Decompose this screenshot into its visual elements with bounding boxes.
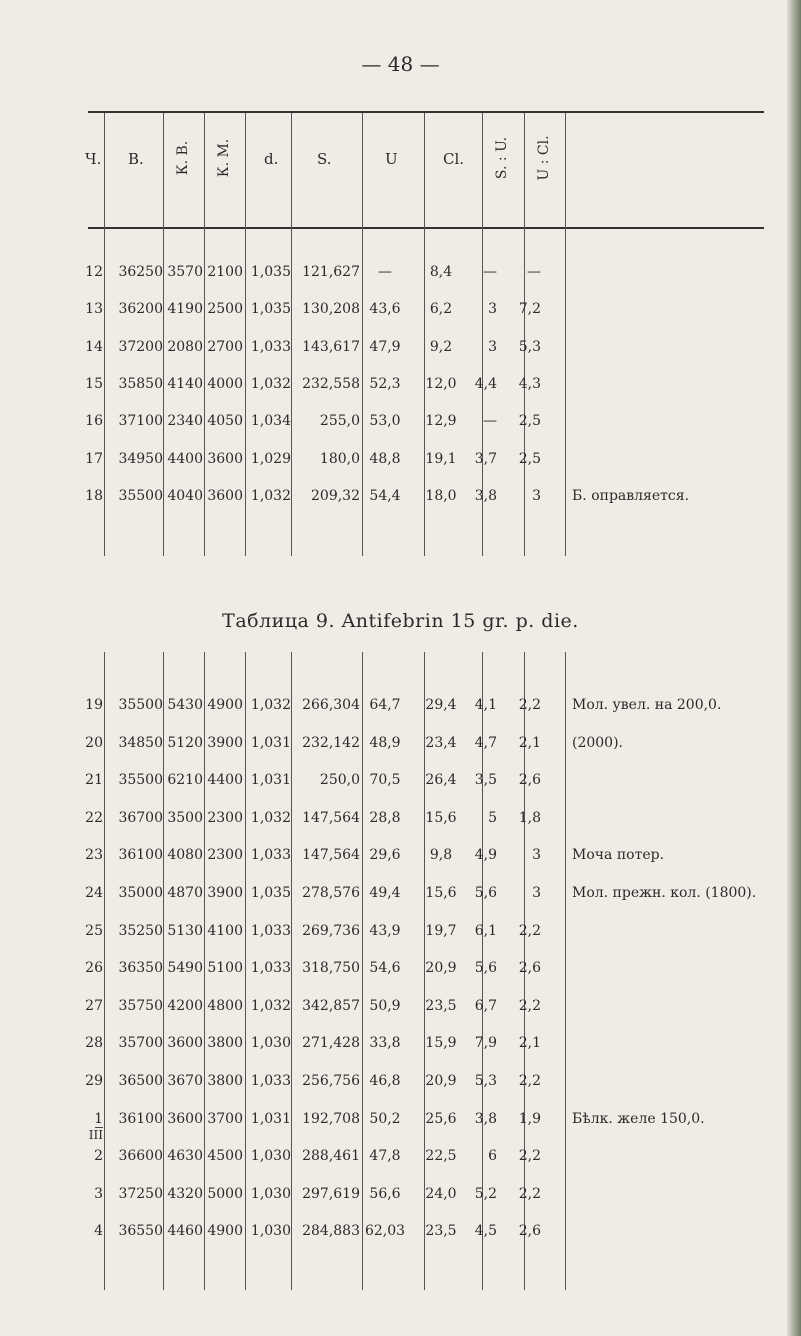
cell-ch: 14 bbox=[85, 338, 103, 355]
header-v: В. bbox=[128, 150, 144, 168]
cell-d: 1,034 bbox=[250, 413, 291, 430]
cell-km: 4400 bbox=[207, 772, 243, 789]
cell-su: — bbox=[483, 264, 497, 280]
cell-ch: 16 bbox=[85, 413, 103, 430]
cell-ch: 27 bbox=[85, 997, 103, 1014]
cell-km: 2700 bbox=[207, 338, 243, 355]
cell-su: 3 bbox=[488, 338, 497, 355]
cell-d: 1,030 bbox=[250, 1035, 291, 1052]
cell-km: 4800 bbox=[207, 997, 243, 1014]
cell-ch: 3 bbox=[94, 1185, 103, 1202]
header-km: К. М. bbox=[216, 138, 232, 178]
cell-ch: 29 bbox=[85, 1073, 103, 1089]
cell-s: 147,564 bbox=[302, 809, 360, 826]
cell-ucl: 2,2 bbox=[518, 997, 541, 1014]
cell-su: 3,8 bbox=[474, 1110, 497, 1127]
cell-v: 35500 bbox=[118, 697, 163, 713]
cell-u: 56,6 bbox=[369, 1185, 401, 1202]
cell-d: 1,033 bbox=[250, 1073, 291, 1089]
cell-kv: 3670 bbox=[167, 1073, 203, 1089]
cell-s: 288,461 bbox=[302, 1148, 360, 1165]
cell-kv: 4040 bbox=[167, 487, 203, 504]
cell-u: 43,9 bbox=[369, 922, 401, 939]
cell-ch: 15 bbox=[85, 375, 103, 392]
cell-ucl: 3 bbox=[532, 885, 541, 901]
cell-kv: 4870 bbox=[167, 885, 203, 901]
cell-ch: 17 bbox=[85, 450, 103, 467]
header-u-cl: U : Cl. bbox=[536, 135, 552, 181]
cell-cl: 6,2 bbox=[429, 301, 453, 318]
cell-ucl: — bbox=[527, 264, 541, 280]
cell-km: 4900 bbox=[207, 697, 243, 713]
cell-v: 36500 bbox=[118, 1073, 163, 1089]
cell-s: 342,857 bbox=[302, 997, 360, 1014]
cell-v: 35500 bbox=[118, 772, 163, 789]
cell-su: 4,7 bbox=[474, 734, 497, 751]
cell-cl: 9,8 bbox=[429, 847, 453, 864]
cell-d: 1,032 bbox=[250, 697, 291, 713]
cell-s: 232,558 bbox=[302, 375, 360, 392]
cell-v: 34850 bbox=[118, 734, 163, 751]
cell-ch: 21 bbox=[85, 772, 103, 789]
cell-s: 121,627 bbox=[302, 264, 360, 280]
cell-s: 250,0 bbox=[319, 772, 360, 789]
cell-v: 37250 bbox=[118, 1185, 163, 1202]
header-ch: Ч. bbox=[85, 150, 102, 168]
cell-km: 4100 bbox=[207, 922, 243, 939]
cell-ucl: 2,2 bbox=[518, 1185, 541, 1202]
cell-ucl: 3 bbox=[532, 847, 541, 864]
cell-ucl: 2,6 bbox=[518, 960, 541, 977]
cell-d: 1,033 bbox=[250, 847, 291, 864]
cell-km: 2100 bbox=[207, 264, 243, 280]
cell-v: 37200 bbox=[118, 338, 163, 355]
header-d: d. bbox=[264, 150, 279, 168]
cell-ch: 4 bbox=[94, 1223, 103, 1240]
cell-s: 192,708 bbox=[302, 1110, 360, 1127]
cell-km: 3900 bbox=[207, 734, 243, 751]
cell-kv: 5430 bbox=[167, 697, 203, 713]
cell-kv: 3600 bbox=[167, 1035, 203, 1052]
cell-s: 318,750 bbox=[302, 960, 360, 977]
cell-s: 130,208 bbox=[302, 301, 360, 318]
cell-d: 1,030 bbox=[250, 1185, 291, 1202]
cell-cl: 15,9 bbox=[425, 1035, 457, 1052]
cell-v: 35250 bbox=[118, 922, 163, 939]
cell-kv: 4140 bbox=[167, 375, 203, 392]
cell-s: 147,564 bbox=[302, 847, 360, 864]
cell-cl: 22,5 bbox=[425, 1148, 457, 1165]
cell-su: 3 bbox=[488, 301, 497, 318]
cell-u: 33,8 bbox=[369, 1035, 401, 1052]
header-cl: Cl. bbox=[443, 150, 465, 168]
cell-kv: 2340 bbox=[167, 413, 203, 430]
cell-ucl: 2,2 bbox=[518, 697, 541, 713]
cell-u: 54,6 bbox=[369, 960, 401, 977]
cell-d: 1,031 bbox=[250, 1110, 291, 1127]
cell-ch: 13 bbox=[85, 301, 103, 318]
cell-cl: 29,4 bbox=[425, 697, 457, 713]
cell-km: 4900 bbox=[207, 1223, 243, 1240]
cell-d: 1,029 bbox=[250, 450, 291, 467]
cell-v: 36100 bbox=[118, 1110, 163, 1127]
cell-cl: 15,6 bbox=[425, 885, 457, 901]
cell-d: 1,035 bbox=[250, 885, 291, 901]
cell-su: 4,9 bbox=[474, 847, 497, 864]
cell-km: 3600 bbox=[207, 450, 243, 467]
cell-v: 36600 bbox=[118, 1148, 163, 1165]
cell-s: 143,617 bbox=[302, 338, 360, 355]
cell-d: 1,033 bbox=[250, 922, 291, 939]
cell-su: 5,6 bbox=[474, 885, 497, 901]
cell-ucl: 2,1 bbox=[518, 734, 541, 751]
cell-km: 3800 bbox=[207, 1073, 243, 1089]
cell-ucl: 2,1 bbox=[518, 1035, 541, 1052]
page-edge bbox=[787, 0, 801, 1336]
remark: Мол. прежн. кол. (1800). bbox=[572, 885, 757, 901]
cell-u: 62,03 bbox=[364, 1223, 406, 1240]
cell-km: 5000 bbox=[207, 1185, 243, 1202]
cell-u: 64,7 bbox=[369, 697, 401, 713]
cell-ch: 24 bbox=[85, 885, 103, 901]
cell-ucl: 7,2 bbox=[518, 301, 541, 318]
cell-kv: 3500 bbox=[167, 809, 203, 826]
cell-cl: 12,0 bbox=[425, 375, 457, 392]
cell-v: 36550 bbox=[118, 1223, 163, 1240]
cell-s: 256,756 bbox=[302, 1073, 360, 1089]
cell-u: 48,9 bbox=[369, 734, 401, 751]
cell-d: 1,035 bbox=[250, 264, 291, 280]
cell-su: 7,9 bbox=[474, 1035, 497, 1052]
cell-ch: 22 bbox=[85, 809, 103, 826]
cell-cl: 15,6 bbox=[425, 809, 457, 826]
cell-d: 1,032 bbox=[250, 487, 291, 504]
cell-ucl: 4,3 bbox=[518, 375, 541, 392]
cell-km: 5100 bbox=[207, 960, 243, 977]
top-rule bbox=[88, 111, 764, 113]
cell-cl: 23,5 bbox=[425, 1223, 457, 1240]
cell-ucl: 2,6 bbox=[518, 772, 541, 789]
cell-km: 3700 bbox=[207, 1110, 243, 1127]
cell-cl: 26,4 bbox=[425, 772, 457, 789]
cell-cl: 25,6 bbox=[425, 1110, 457, 1127]
cell-u: 43,6 bbox=[369, 301, 401, 318]
header-s-u: S. : U. bbox=[494, 136, 510, 180]
cell-km: 4500 bbox=[207, 1148, 243, 1165]
column-rule bbox=[565, 652, 566, 1290]
cell-kv: 3600 bbox=[167, 1110, 203, 1127]
cell-ucl: 2,2 bbox=[518, 922, 541, 939]
cell-su: 3,8 bbox=[474, 487, 497, 504]
cell-v: 36250 bbox=[118, 264, 163, 280]
cell-u: 50,9 bbox=[369, 997, 401, 1014]
cell-u: 48,8 bbox=[369, 450, 401, 467]
cell-v: 37100 bbox=[118, 413, 163, 430]
cell-cl: 19,7 bbox=[425, 922, 457, 939]
cell-v: 35700 bbox=[118, 1035, 163, 1052]
cell-cl: 8,4 bbox=[429, 264, 453, 280]
cell-cl: 23,5 bbox=[425, 997, 457, 1014]
cell-ch: 20 bbox=[85, 734, 103, 751]
cell-ch: 28 bbox=[85, 1035, 103, 1052]
cell-u: 52,3 bbox=[369, 375, 401, 392]
remark: (2000). bbox=[572, 734, 624, 751]
cell-kv: 4080 bbox=[167, 847, 203, 864]
remark: Моча потер. bbox=[572, 847, 665, 864]
cell-u: 49,4 bbox=[369, 885, 401, 901]
cell-su: 6,7 bbox=[474, 997, 497, 1014]
cell-cl: 23,4 bbox=[425, 734, 457, 751]
cell-ucl: 3 bbox=[532, 487, 541, 504]
cell-su: 5 bbox=[488, 809, 497, 826]
cell-ucl: 2,5 bbox=[518, 413, 541, 430]
cell-s: 209,32 bbox=[311, 487, 360, 504]
cell-ch-sub: III bbox=[88, 1127, 103, 1142]
cell-ch: 12 bbox=[85, 264, 103, 280]
remark: Б. оправляется. bbox=[572, 487, 690, 504]
cell-ucl: 2,6 bbox=[518, 1223, 541, 1240]
cell-km: 3900 bbox=[207, 885, 243, 901]
cell-d: 1,033 bbox=[250, 338, 291, 355]
cell-ch: 1 bbox=[94, 1110, 103, 1127]
cell-ch: 25 bbox=[85, 922, 103, 939]
cell-kv: 4460 bbox=[167, 1223, 203, 1240]
cell-v: 36200 bbox=[118, 301, 163, 318]
cell-cl: 12,9 bbox=[425, 413, 457, 430]
cell-d: 1,035 bbox=[250, 301, 291, 318]
cell-kv: 5490 bbox=[167, 960, 203, 977]
cell-v: 36700 bbox=[118, 809, 163, 826]
cell-d: 1,031 bbox=[250, 772, 291, 789]
cell-km: 3600 bbox=[207, 487, 243, 504]
cell-su: 4,1 bbox=[474, 697, 497, 713]
cell-su: 5,3 bbox=[474, 1073, 497, 1089]
cell-u: 47,8 bbox=[369, 1148, 401, 1165]
cell-cl: 9,2 bbox=[429, 338, 453, 355]
cell-km: 4000 bbox=[207, 375, 243, 392]
cell-kv: 6210 bbox=[167, 772, 203, 789]
cell-u: — bbox=[378, 264, 392, 280]
cell-s: 266,304 bbox=[302, 697, 360, 713]
cell-v: 35750 bbox=[118, 997, 163, 1014]
cell-u: 29,6 bbox=[369, 847, 401, 864]
cell-ucl: 1,9 bbox=[518, 1110, 541, 1127]
cell-ucl: 2,2 bbox=[518, 1073, 541, 1089]
cell-ucl: 2,5 bbox=[518, 450, 541, 467]
remark: Бѣлк. желе 150,0. bbox=[572, 1110, 705, 1127]
cell-ch: 18 bbox=[85, 487, 103, 504]
page-number: — 48 — bbox=[361, 52, 440, 76]
header-bottom-rule bbox=[88, 227, 764, 229]
table-9-caption: Таблица 9. Antifebrin 15 gr. p. die. bbox=[222, 610, 579, 632]
cell-km: 4050 bbox=[207, 413, 243, 430]
cell-d: 1,032 bbox=[250, 997, 291, 1014]
cell-ch: 2 bbox=[94, 1148, 103, 1165]
cell-km: 2300 bbox=[207, 847, 243, 864]
cell-ucl: 5,3 bbox=[518, 338, 541, 355]
cell-s: 284,883 bbox=[302, 1223, 360, 1240]
cell-u: 46,8 bbox=[369, 1073, 401, 1089]
cell-d: 1,032 bbox=[250, 375, 291, 392]
cell-v: 36100 bbox=[118, 847, 163, 864]
cell-s: 232,142 bbox=[302, 734, 360, 751]
cell-s: 278,576 bbox=[302, 885, 360, 901]
cell-su: 6 bbox=[488, 1148, 497, 1165]
cell-su: 4,5 bbox=[474, 1223, 497, 1240]
cell-km: 2300 bbox=[207, 809, 243, 826]
cell-kv: 4400 bbox=[167, 450, 203, 467]
header-kv: К. В. bbox=[175, 140, 191, 176]
cell-u: 47,9 bbox=[369, 338, 401, 355]
cell-kv: 4200 bbox=[167, 997, 203, 1014]
cell-v: 34950 bbox=[118, 450, 163, 467]
cell-u: 28,8 bbox=[369, 809, 401, 826]
cell-u: 54,4 bbox=[369, 487, 401, 504]
cell-km: 3800 bbox=[207, 1035, 243, 1052]
cell-cl: 24,0 bbox=[425, 1185, 457, 1202]
cell-ucl: 1,8 bbox=[518, 809, 541, 826]
cell-ucl: 2,2 bbox=[518, 1148, 541, 1165]
header-u: U bbox=[385, 150, 398, 168]
cell-cl: 20,9 bbox=[425, 960, 457, 977]
cell-u: 53,0 bbox=[369, 413, 401, 430]
cell-v: 35850 bbox=[118, 375, 163, 392]
cell-u: 70,5 bbox=[369, 772, 401, 789]
cell-s: 255,0 bbox=[319, 413, 360, 430]
cell-ch: 23 bbox=[85, 847, 103, 864]
cell-kv: 4630 bbox=[167, 1148, 203, 1165]
cell-su: 5,2 bbox=[474, 1185, 497, 1202]
cell-ch: 26 bbox=[85, 960, 103, 977]
cell-d: 1,030 bbox=[250, 1148, 291, 1165]
cell-kv: 4190 bbox=[167, 301, 203, 318]
cell-kv: 5120 bbox=[167, 734, 203, 751]
cell-cl: 18,0 bbox=[425, 487, 457, 504]
cell-ch: 19 bbox=[85, 697, 103, 713]
cell-su: 4,4 bbox=[474, 375, 497, 392]
cell-kv: 3570 bbox=[167, 264, 203, 280]
header-s: S. bbox=[317, 150, 332, 168]
cell-km: 2500 bbox=[207, 301, 243, 318]
cell-cl: 20,9 bbox=[425, 1073, 457, 1089]
cell-kv: 4320 bbox=[167, 1185, 203, 1202]
cell-su: 6,1 bbox=[474, 922, 497, 939]
cell-su: 5,6 bbox=[474, 960, 497, 977]
cell-kv: 5130 bbox=[167, 922, 203, 939]
cell-v: 36350 bbox=[118, 960, 163, 977]
cell-cl: 19,1 bbox=[425, 450, 457, 467]
cell-v: 35500 bbox=[118, 487, 163, 504]
cell-u: 50,2 bbox=[369, 1110, 401, 1127]
cell-s: 297,619 bbox=[302, 1185, 360, 1202]
cell-v: 35000 bbox=[118, 885, 163, 901]
cell-d: 1,033 bbox=[250, 960, 291, 977]
cell-d: 1,032 bbox=[250, 809, 291, 826]
cell-s: 271,428 bbox=[302, 1035, 360, 1052]
remark: Мол. увел. на 200,0. bbox=[572, 697, 722, 713]
cell-kv: 2080 bbox=[167, 338, 203, 355]
cell-s: 180,0 bbox=[319, 450, 360, 467]
cell-d: 1,030 bbox=[250, 1223, 291, 1240]
cell-su: — bbox=[483, 413, 497, 430]
cell-d: 1,031 bbox=[250, 734, 291, 751]
cell-s: 269,736 bbox=[302, 922, 360, 939]
cell-su: 3,5 bbox=[474, 772, 497, 789]
column-rule bbox=[565, 113, 566, 556]
cell-su: 3,7 bbox=[474, 450, 497, 467]
